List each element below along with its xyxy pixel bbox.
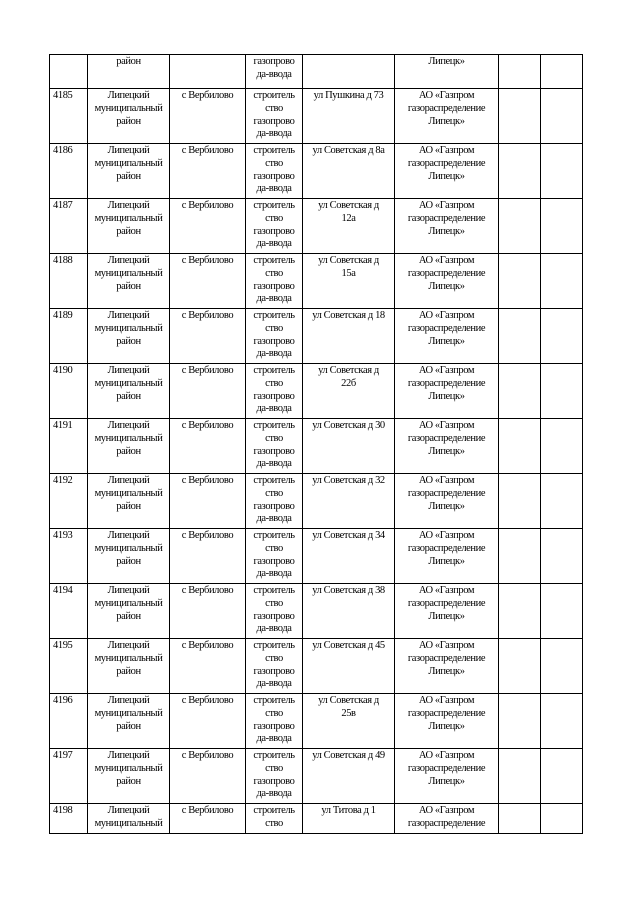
cell-address: ул Советская д 15а — [303, 254, 395, 309]
cell-district: Липецкий муниципальный район — [88, 474, 170, 529]
cell-district: Липецкий муниципальный район — [88, 529, 170, 584]
cell-address: ул Советская д 32 — [303, 474, 395, 529]
cell-locality: с Вербилово — [170, 639, 246, 694]
cell-extra-1 — [499, 144, 541, 199]
table-row — [50, 694, 583, 749]
cell-work-type: строитель ство газопрово да-ввода — [246, 529, 303, 584]
cell-owner: АО «Газпром газораспределение Липецк» — [395, 309, 499, 364]
cell-number: 4196 — [50, 694, 88, 749]
table-row — [50, 639, 583, 694]
cell-extra-2 — [541, 419, 583, 474]
table-row — [50, 749, 583, 804]
cell-address: ул Советская д 49 — [303, 749, 395, 804]
cell-locality: с Вербилово — [170, 584, 246, 639]
cell-owner: АО «Газпром газораспределение Липецк» — [395, 199, 499, 254]
cell-address: ул Советская д 45 — [303, 639, 395, 694]
cell-locality: с Вербилово — [170, 474, 246, 529]
cell-extra-1 — [499, 804, 541, 834]
cell-owner: АО «Газпром газораспределение Липецк» — [395, 749, 499, 804]
cell-district: Липецкий муниципальный район — [88, 419, 170, 474]
cell-extra-2 — [541, 55, 583, 89]
cell-extra-1 — [499, 529, 541, 584]
cell-work-type: строитель ство газопрово да-ввода — [246, 254, 303, 309]
cell-address: ул Советская д 8а — [303, 144, 395, 199]
cell-extra-2 — [541, 89, 583, 144]
cell-work-type: строитель ство газопрово да-ввода — [246, 89, 303, 144]
cell-extra-1 — [499, 254, 541, 309]
cell-number: 4193 — [50, 529, 88, 584]
cell-number: 4186 — [50, 144, 88, 199]
cell-extra-1 — [499, 89, 541, 144]
cell-address: ул Советская д 38 — [303, 584, 395, 639]
cell-address: ул Советская д 34 — [303, 529, 395, 584]
cell-extra-2 — [541, 639, 583, 694]
cell-extra-1 — [499, 364, 541, 419]
cell-locality: с Вербилово — [170, 694, 246, 749]
cell-district: Липецкий муниципальный район — [88, 309, 170, 364]
cell-district: Липецкий муниципальный район — [88, 89, 170, 144]
cell-extra-1 — [499, 55, 541, 89]
cell-number: 4192 — [50, 474, 88, 529]
table-row — [50, 309, 583, 364]
cell-extra-1 — [499, 419, 541, 474]
table-row — [50, 144, 583, 199]
cell-owner: АО «Газпром газораспределение Липецк» — [395, 584, 499, 639]
cell-owner: АО «Газпром газораспределение Липецк» — [395, 144, 499, 199]
cell-extra-2 — [541, 694, 583, 749]
cell-number: 4189 — [50, 309, 88, 364]
cell-district: район — [88, 55, 170, 89]
cell-number: 4187 — [50, 199, 88, 254]
cell-extra-2 — [541, 364, 583, 419]
cell-number: 4191 — [50, 419, 88, 474]
cell-district: Липецкий муниципальный район — [88, 144, 170, 199]
cell-work-type: строитель ство газопрово да-ввода — [246, 309, 303, 364]
cell-work-type: строитель ство газопрово да-ввода — [246, 749, 303, 804]
table-row — [50, 584, 583, 639]
cell-work-type: строитель ство газопрово да-ввода — [246, 639, 303, 694]
cell-work-type: строитель ство газопрово да-ввода — [246, 694, 303, 749]
cell-number: 4195 — [50, 639, 88, 694]
cell-address: ул Титова д 1 — [303, 804, 395, 834]
table-row — [50, 529, 583, 584]
cell-extra-2 — [541, 584, 583, 639]
cell-locality: с Вербилово — [170, 749, 246, 804]
cell-owner: АО «Газпром газораспределение Липецк» — [395, 529, 499, 584]
table-body — [50, 55, 583, 834]
cell-district: Липецкий муниципальный район — [88, 199, 170, 254]
cell-district: Липецкий муниципальный — [88, 804, 170, 834]
cell-work-type: строитель ство газопрово да-ввода — [246, 584, 303, 639]
table-row — [50, 364, 583, 419]
table-row — [50, 199, 583, 254]
table-row — [50, 254, 583, 309]
cell-number — [50, 55, 88, 89]
cell-number: 4190 — [50, 364, 88, 419]
cell-owner: АО «Газпром газораспределение Липецк» — [395, 89, 499, 144]
cell-address: ул Советская д 25в — [303, 694, 395, 749]
cell-locality: с Вербилово — [170, 364, 246, 419]
cell-work-type: строитель ство газопрово да-ввода — [246, 419, 303, 474]
cell-locality: с Вербилово — [170, 529, 246, 584]
cell-number: 4185 — [50, 89, 88, 144]
cell-address: ул Советская д 30 — [303, 419, 395, 474]
table-row — [50, 474, 583, 529]
cell-locality: с Вербилово — [170, 419, 246, 474]
table-row — [50, 804, 583, 834]
cell-extra-1 — [499, 584, 541, 639]
cell-owner: АО «Газпром газораспределение Липецк» — [395, 694, 499, 749]
cell-owner: АО «Газпром газораспределение Липецк» — [395, 639, 499, 694]
cell-extra-1 — [499, 309, 541, 364]
cell-extra-1 — [499, 474, 541, 529]
cell-locality: с Вербилово — [170, 199, 246, 254]
cell-district: Липецкий муниципальный район — [88, 364, 170, 419]
cell-extra-1 — [499, 639, 541, 694]
cell-extra-2 — [541, 804, 583, 834]
cell-owner: Липецк» — [395, 55, 499, 89]
cell-extra-1 — [499, 694, 541, 749]
cell-locality: с Вербилово — [170, 309, 246, 364]
cell-work-type: строитель ство — [246, 804, 303, 834]
cell-address: ул Советская д 12а — [303, 199, 395, 254]
cell-district: Липецкий муниципальный район — [88, 584, 170, 639]
cell-address: ул Советская д 22б — [303, 364, 395, 419]
cell-locality: с Вербилово — [170, 144, 246, 199]
cell-number: 4198 — [50, 804, 88, 834]
cell-owner: АО «Газпром газораспределение Липецк» — [395, 364, 499, 419]
cell-number: 4194 — [50, 584, 88, 639]
cell-work-type: строитель ство газопрово да-ввода — [246, 364, 303, 419]
cell-extra-2 — [541, 309, 583, 364]
cell-extra-2 — [541, 199, 583, 254]
cell-owner: АО «Газпром газораспределение Липецк» — [395, 419, 499, 474]
cell-locality: с Вербилово — [170, 804, 246, 834]
cell-extra-1 — [499, 749, 541, 804]
cell-extra-2 — [541, 529, 583, 584]
cell-owner: АО «Газпром газораспределение Липецк» — [395, 474, 499, 529]
cell-number: 4188 — [50, 254, 88, 309]
cell-extra-2 — [541, 254, 583, 309]
cell-address: ул Советская д 18 — [303, 309, 395, 364]
cell-district: Липецкий муниципальный район — [88, 694, 170, 749]
cell-district: Липецкий муниципальный район — [88, 749, 170, 804]
cell-locality: с Вербилово — [170, 89, 246, 144]
cell-locality — [170, 55, 246, 89]
cell-address: ул Пушкина д 73 — [303, 89, 395, 144]
cell-work-type: строитель ство газопрово да-ввода — [246, 144, 303, 199]
cell-work-type: строитель ство газопрово да-ввода — [246, 474, 303, 529]
cell-work-type: газопрово да-ввода — [246, 55, 303, 89]
cell-address — [303, 55, 395, 89]
cell-extra-2 — [541, 749, 583, 804]
cell-district: Липецкий муниципальный район — [88, 254, 170, 309]
registry-table — [49, 54, 583, 834]
table-row — [50, 419, 583, 474]
cell-extra-2 — [541, 144, 583, 199]
cell-extra-2 — [541, 474, 583, 529]
cell-extra-1 — [499, 199, 541, 254]
cell-number: 4197 — [50, 749, 88, 804]
cell-owner: АО «Газпром газораспределение Липецк» — [395, 254, 499, 309]
cell-owner: АО «Газпром газораспределение — [395, 804, 499, 834]
cell-locality: с Вербилово — [170, 254, 246, 309]
table-row-continued — [50, 55, 583, 89]
cell-work-type: строитель ство газопрово да-ввода — [246, 199, 303, 254]
table-row — [50, 89, 583, 144]
cell-district: Липецкий муниципальный район — [88, 639, 170, 694]
